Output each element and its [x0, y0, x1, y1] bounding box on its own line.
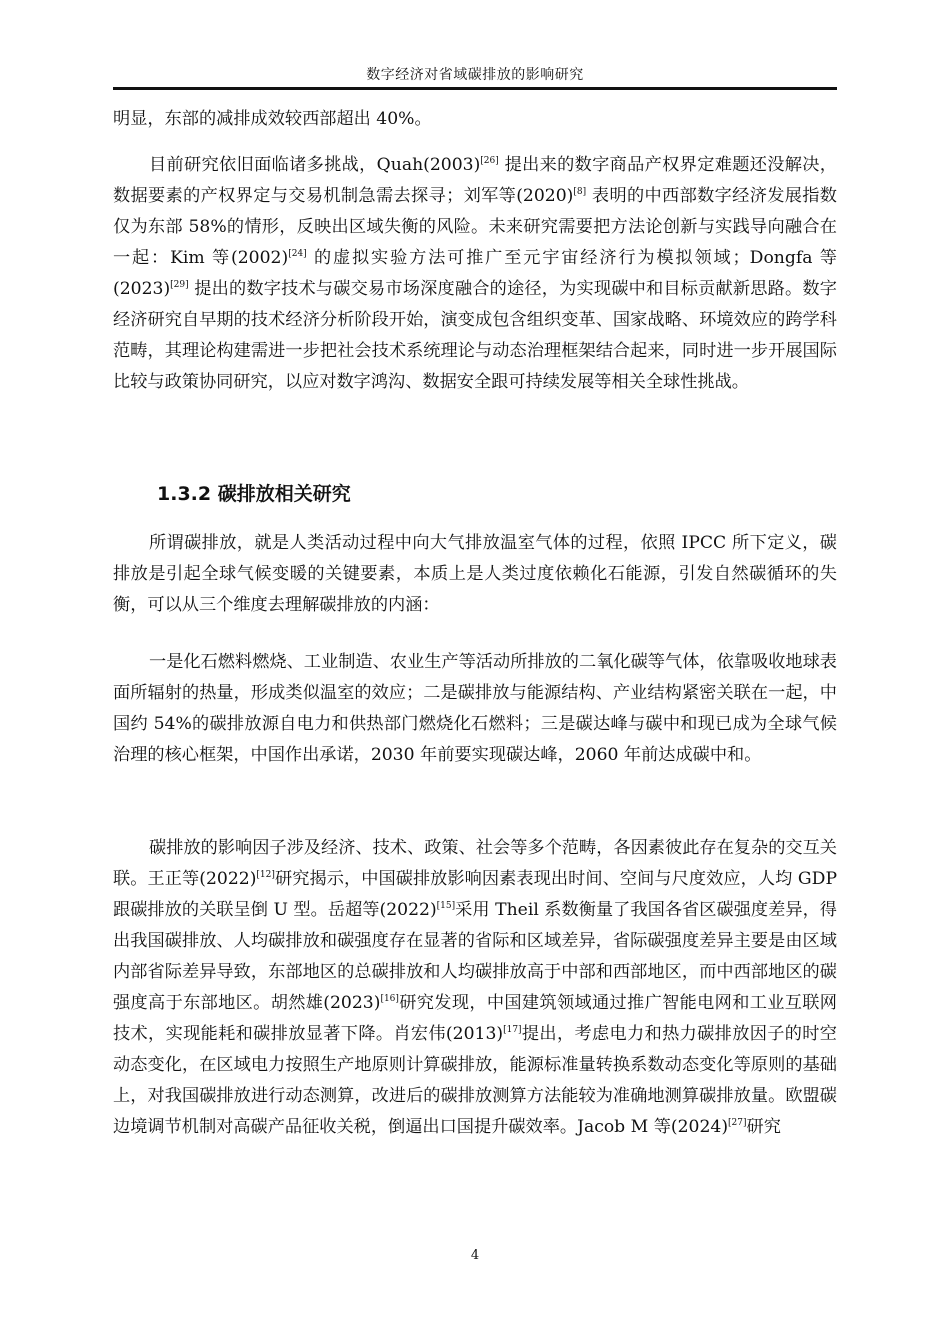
- paragraph-text: 碳排放的影响因子涉及经济、技术、政策、社会等多个范畴，各因素彼此存在复杂的交互关联。王正等(2022): [113, 838, 837, 889]
- paragraph-text: 目前研究依旧面临诸多挑战，Quah(2003): [149, 155, 481, 175]
- citation-ref: [27]: [728, 1118, 747, 1128]
- paragraph-text: 提出来的数字商品产权界定难题还没解决，数据要素的产权界定与交易机制急需去探寻；刘军等(2020): [113, 155, 837, 206]
- paragraph-text: 研究: [746, 1117, 781, 1137]
- paragraph-challenges: [113, 150, 837, 398]
- citation-ref: [16]: [380, 994, 399, 1004]
- paragraph-text: 表明的中西部数字经济发展指数仅为东部 58%的情形，反映出区域失衡的风险。未来研究需要把方法论创新与实践导向融合在一起：Kim 等(2002): [113, 186, 837, 268]
- paragraph-text: 提出，考虑电力和热力碳排放因子的时空动态变化，在区域电力按照生产地原则计算碳排放，能源标准量转换系数动态变化等原则的基础上，对我国碳排放进行动态测算，改进后的碳排放测算方法能较为准确地测算碳排放量。欧盟碳边境调节机制对高碳产品征收关税，倒逼出口国提升碳效率。Jacob M 等(2024): [113, 1024, 837, 1137]
- paragraph-text: 的虚拟实验方法可推广至元宇宙经济行为模拟领域；Dongfa 等(2023): [113, 248, 837, 299]
- citation-ref: [17]: [503, 1025, 522, 1035]
- paragraph-text: 提出的数字技术与碳交易市场深度融合的途径，为实现碳中和目标贡献新思路。数字经济研究自早期的技术经济分析阶段开始，演变成包含组织变革、国家战略、环境效应的跨学科范畴，其理论构建需进一步把社会技术系统理论与动态治理框架结合起来，同时进一步开展国际比较与政策协同研究，以应对数字鸿沟、数据安全跟可持续发展等相关全球性挑战。: [113, 279, 837, 392]
- citation-ref: [29]: [170, 280, 189, 290]
- paragraph-text: 一是化石燃料燃烧、工业制造、农业生产等活动所排放的二氧化碳等气体，依靠吸收地球表面所辐射的热量，形成类似温室的效应；二是碳排放与能源结构、产业结构紧密关联在一起，中国约 54%的碳排放源自电力和供热部门燃烧化石燃料；三是碳达峰与碳中和现已成为全球气候治理的核心框架，中国作出承诺，2030 年前要实现碳达峰，2060 年前达成碳中和。: [113, 652, 837, 765]
- citation-ref: [12]: [256, 870, 275, 880]
- citation-ref: [24]: [288, 249, 307, 259]
- running-header-title: 数字经济对省域碳排放的影响研究: [366, 67, 584, 83]
- page-number: 4: [470, 1248, 480, 1263]
- paragraph-factors: [113, 833, 837, 1143]
- paragraph-text: 明显，东部的减排成效较西部超出 40%。: [113, 109, 432, 129]
- paragraph-text: 所谓碳排放，就是人类活动过程中向大气排放温室气体的过程，依照 IPCC 所下定义，碳排放是引起全球气候变暖的关键要素，本质上是人类过度依赖化石能源，引发自然碳循环的失衡，可以从三个维度去理解碳排放的内涵：: [113, 533, 837, 615]
- paragraph-definition: [113, 528, 837, 621]
- paragraph-dimensions: [113, 647, 837, 771]
- section-heading: 1.3.2 碳排放相关研究: [157, 483, 351, 505]
- citation-ref: [15]: [436, 901, 456, 911]
- paragraph-continuation: [113, 104, 837, 135]
- citation-ref: [8]: [573, 187, 587, 197]
- paragraph-text: 研究揭示，中国碳排放影响因素表现出时间、空间与尺度效应，人均 GDP 跟碳排放的关联呈倒 U 型。岳超等(2022): [113, 869, 838, 920]
- citation-ref: [26]: [480, 156, 499, 166]
- header-rule: [113, 87, 837, 90]
- paragraph-text: 采用 Theil 系数衡量了我国各省区碳强度差异，得出我国碳排放、人均碳排放和碳强度存在显著的省际和区域差异，省际碳强度差异主要是由区域内部省际差异导致，东部地区的总碳排放和人均碳排放高于中部和西部地区，而中西部地区的碳强度高于东部地区。胡然雄(2023): [113, 900, 837, 1013]
- paragraph-text: 研究发现，中国建筑领域通过推广智能电网和工业互联网技术，实现能耗和碳排放显著下降。肖宏伟(2013): [113, 993, 837, 1044]
